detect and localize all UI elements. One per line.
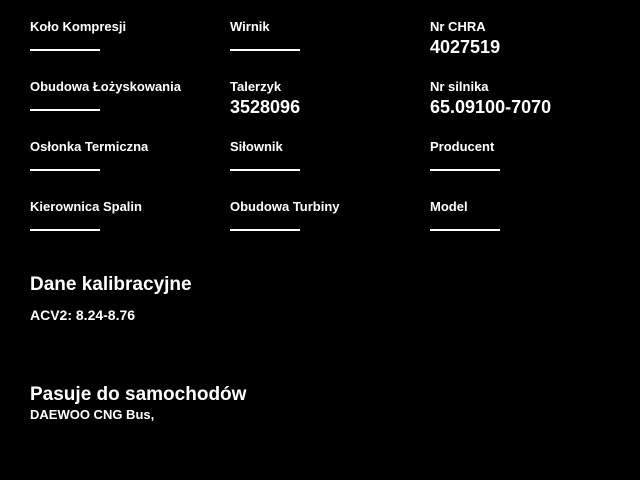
spec-cell-silownik xyxy=(230,132,430,192)
empty-value-line xyxy=(430,169,500,171)
calibration-heading: Dane kalibracyjne xyxy=(30,274,192,295)
spec-cell-producent xyxy=(430,132,630,192)
fits-heading: Pasuje do samochodów xyxy=(30,384,247,405)
spec-label: Producent xyxy=(430,139,495,154)
spec-value: 4027519 xyxy=(430,37,501,57)
spec-cell-oslonka-termiczna xyxy=(30,132,230,192)
spec-cell-model xyxy=(430,192,630,252)
empty-value-line xyxy=(230,49,300,51)
empty-value-line xyxy=(30,169,100,171)
empty-value-line xyxy=(230,169,300,171)
spec-label: Nr CHRA xyxy=(430,19,486,34)
spec-cell-kolo-kompresji xyxy=(30,12,230,72)
spec-label: Osłonka Termiczna xyxy=(30,139,149,154)
calibration-value: ACV2: 8.24-8.76 xyxy=(30,307,136,323)
empty-value-line xyxy=(30,49,100,51)
spec-label: Wirnik xyxy=(230,19,270,34)
empty-value-line xyxy=(230,229,300,231)
spec-cell-wirnik xyxy=(230,12,430,72)
spec-grid xyxy=(30,12,640,252)
spec-label: Obudowa Turbiny xyxy=(230,199,340,214)
empty-value-line xyxy=(430,229,500,231)
spec-cell-kierownica-spalin xyxy=(30,192,230,252)
spec-cell-obudowa-turbiny xyxy=(230,192,430,252)
spec-label: Obudowa Łożyskowania xyxy=(30,79,181,94)
spec-cell-talerzyk xyxy=(230,72,430,132)
spec-cell-nr-silnika xyxy=(430,72,630,132)
empty-value-line xyxy=(30,109,100,111)
spec-value: 3528096 xyxy=(230,97,301,117)
spec-value: 65.09100-7070 xyxy=(430,97,552,117)
spec-label: Talerzyk xyxy=(230,79,282,94)
spec-label: Kierownica Spalin xyxy=(30,199,142,214)
empty-value-line xyxy=(30,229,100,231)
spec-label: Koło Kompresji xyxy=(30,19,127,34)
spec-label: Model xyxy=(430,199,468,214)
spec-label: Siłownik xyxy=(230,139,283,154)
spec-cell-obudowa-lozyskowania xyxy=(30,72,230,132)
spec-label: Nr silnika xyxy=(430,79,489,94)
spec-cell-nr-chra xyxy=(430,12,630,72)
fits-vehicle-list: DAEWOO CNG Bus, xyxy=(30,407,155,422)
